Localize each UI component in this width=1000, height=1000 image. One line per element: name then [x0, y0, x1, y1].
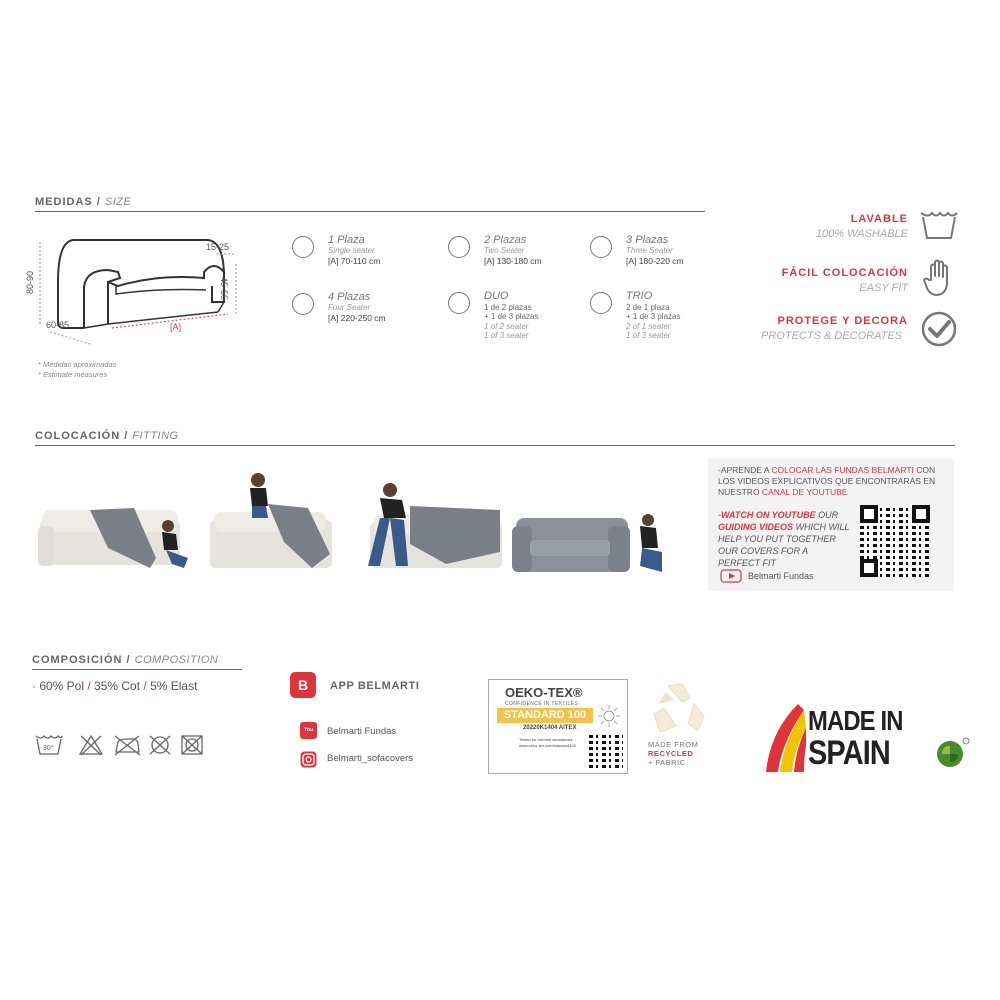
fitting-photo-3 [350, 470, 506, 578]
instagram-link[interactable]: Belmarti_sofacovers [327, 753, 414, 764]
promo-text-es: -APRENDE A COLOCAR LAS FUNDAS BELMARTI CON LOS VIDEOS EXPLICATIVOS QUE ENCONTRARÁS EN NUESTRO CANAL DE YOUTUBE [718, 465, 936, 497]
size-option-2-plazas[interactable]: 2 Plazas Two Seater [A] 130-180 cm [448, 234, 618, 284]
feature-easyfit-title: FÁCIL COLOCACIÓN [781, 267, 908, 279]
instagram-icon[interactable] [300, 751, 317, 768]
feature-protects-title: PROTEGE Y DECORA [777, 315, 908, 327]
sun-flower-icon [597, 704, 621, 728]
youtube-play-icon[interactable] [720, 569, 742, 583]
radio-circle[interactable] [292, 236, 314, 258]
oeko-tex-notes: Tested for harmful substances. www.oeko-tex.com/standard100 [519, 737, 576, 748]
oeko-tex-brand: OEKO-TEX® [505, 685, 583, 700]
size-notes: * Medidas aproximadas * Estimate measures [38, 360, 117, 379]
radio-circle[interactable] [448, 236, 470, 258]
composition-text: · 60% Pol / 35% Cot / 5% Elast [32, 679, 198, 693]
size-option-trio[interactable]: TRIO 2 de 1 plaza + 1 de 3 plazas 2 of 1 seater 1 of 3 seater [590, 290, 760, 340]
composition-section-title: COMPOSICIÓN / COMPOSITION [32, 654, 219, 666]
youtube-qr-code[interactable] [860, 505, 930, 577]
radio-circle[interactable] [448, 292, 470, 314]
feature-easyfit-subtitle: EASY FIT [859, 282, 908, 294]
size-option-duo[interactable]: DUO 1 de 2 plazas + 1 de 3 plazas 1 of 2 seater 1 of 3 seater [448, 290, 618, 340]
oeko-tex-tagline: CONFIDENCE IN TEXTILES [505, 701, 579, 707]
hand-icon [922, 258, 956, 298]
wash-30-icon [34, 732, 64, 758]
size-section-title: MEDIDAS / SIZE [35, 196, 132, 208]
youtube-link[interactable]: Belmarti Fundas [327, 726, 397, 737]
oeko-tex-qr-code[interactable] [589, 734, 623, 768]
fitting-photo-1 [38, 488, 198, 578]
dim-arm: 15-25 [206, 242, 230, 252]
fitting-divider [35, 445, 955, 446]
radio-circle[interactable] [292, 293, 314, 315]
no-bleach-icon [78, 734, 104, 756]
oeko-tex-label [488, 679, 628, 774]
belmarti-app-icon[interactable]: B [290, 672, 316, 698]
youtube-icon[interactable]: You Tube [300, 722, 317, 739]
feature-washable-subtitle: 100% WASHABLE [815, 228, 908, 240]
fitting-section-title: COLOCACIÓN / FITTING [35, 430, 179, 442]
size-option-3-plazas[interactable]: 3 Plazas Three Seater [A] 180-220 cm [590, 234, 760, 284]
dim-depth: 60-85 [46, 320, 70, 330]
feature-washable-title: LAVABLE [850, 213, 908, 225]
feature-protects-subtitle: PROTECTS & DECORATES [761, 330, 902, 342]
made-in-spain-label: MADE IN SPAIN [808, 705, 903, 772]
spain-flag-icon [760, 702, 806, 774]
washing-icon [918, 208, 960, 242]
app-belmarti-label[interactable]: APP BELMARTI [330, 680, 420, 692]
size-option-4-plazas[interactable]: 4 Plazas Four Seater [A] 220-250 cm [292, 291, 462, 341]
oeko-tex-standard: STANDARD 100 [497, 708, 593, 723]
recycle-icon [648, 680, 710, 738]
svg-text:30°: 30° [43, 745, 54, 752]
no-tumble-dry-icon [180, 734, 204, 756]
dim-seat: 45-55 [219, 277, 229, 301]
size-option-1-plaza[interactable]: 1 Plaza Single seater [A] 70-110 cm [292, 234, 462, 284]
dim-height: 80-90 [25, 270, 35, 294]
youtube-channel-link[interactable]: Belmarti Fundas [748, 571, 814, 581]
promo-text-en: -WATCH ON YOUTUBE OUR GUIDING VIDEOS WHICH WILL HELP YOU PUT TOGETHER OUR COVERS FOR A PERFECT FIT [718, 510, 850, 568]
size-divider [35, 211, 705, 212]
fitting-photo-2 [208, 470, 338, 578]
recycled-label: MADE FROM RECYCLED + FABRIC [648, 740, 699, 767]
fitting-photo-4 [512, 496, 672, 578]
radio-circle[interactable] [590, 292, 612, 314]
check-icon [920, 310, 958, 348]
no-dryclean-icon [148, 734, 172, 756]
oeko-tex-code: 20220K1404 AITEX [523, 725, 577, 731]
no-iron-icon [112, 734, 142, 756]
green-dot-icon [934, 736, 970, 772]
dim-length: [A] [170, 322, 182, 332]
sofa-diagram [25, 232, 260, 342]
radio-circle[interactable] [590, 236, 612, 258]
composition-divider [32, 669, 242, 670]
